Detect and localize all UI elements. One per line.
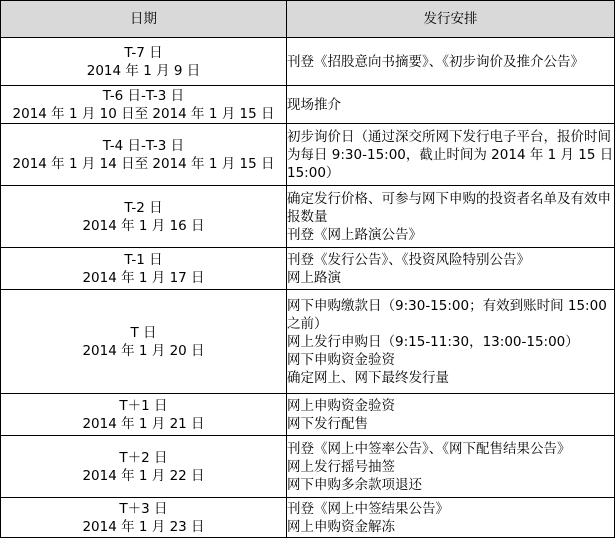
day-label: T-7 日	[124, 44, 163, 61]
arrangement-item: 网上发行申购日（9:15-11:30，13:00-15:00）	[287, 333, 579, 350]
table-row	[1, 38, 615, 86]
arrangement-item: 网上申购资金解冻	[287, 518, 395, 535]
arrangement-cell	[287, 436, 615, 498]
date-label: 2014 年 1 月 17 日	[82, 269, 205, 286]
date-label: 2014 年 1 月 20 日	[82, 342, 205, 359]
arrangement-cell	[287, 124, 615, 186]
date-cell	[1, 248, 287, 290]
arrangement-item: 刊登《发行公告》、《投资风险特别公告》	[287, 251, 530, 268]
table-row	[1, 394, 615, 436]
arrangement-cell	[287, 186, 615, 248]
arrangement-item: 网上发行摇号抽签	[287, 458, 395, 475]
date-label: 2014 年 1 月 16 日	[82, 217, 205, 234]
arrangement-item: 现场推介	[287, 96, 341, 113]
header-date: 日期	[1, 1, 287, 38]
day-label: T＋3 日	[119, 500, 168, 517]
date-cell	[1, 86, 287, 124]
date-label: 2014 年 1 月 10 日至 2014 年 1 月 15 日	[12, 105, 275, 122]
arrangement-item: 网上申购资金验资	[287, 397, 395, 414]
arrangement-cell	[287, 248, 615, 290]
date-label: 2014 年 1 月 9 日	[86, 62, 201, 79]
table-row	[1, 436, 615, 498]
date-label: 2014 年 1 月 21 日	[82, 415, 205, 432]
arrangement-item: 刊登《网上路演公告》	[287, 226, 422, 243]
arrangement-cell	[287, 498, 615, 538]
arrangement-item: 网下申购多余款项退还	[287, 476, 422, 493]
date-cell	[1, 436, 287, 498]
arrangement-item: 初步询价日（通过深交所网下发行电子平台，报价时间为每日 9:30-15:00，截止时间为 2014 年 1 月 15 日 15:00）	[287, 128, 614, 181]
arrangement-item: 刊登《网上中签率公告》、《网下配售结果公告》	[287, 440, 571, 457]
day-label: T＋1 日	[119, 397, 168, 414]
arrangement-item: 确定网上、网下最终发行量	[287, 369, 449, 386]
arrangement-cell	[287, 290, 615, 394]
date-cell	[1, 38, 287, 86]
arrangement-cell	[287, 38, 615, 86]
header-row	[1, 1, 615, 38]
arrangement-item: 网下申购缴款日（9:30-15:00；有效到账时间 15:00 之前）	[287, 297, 607, 332]
arrangement-item: 确定发行价格、可参与网下申购的投资者名单及有效申报数量	[287, 190, 611, 225]
date-label: 2014 年 1 月 22 日	[82, 467, 205, 484]
arrangement-item: 网下发行配售	[287, 415, 368, 432]
header-arrangement: 发行安排	[287, 1, 615, 38]
date-cell	[1, 124, 287, 186]
arrangement-cell	[287, 394, 615, 436]
day-label: T-4 日-T-3 日	[102, 137, 185, 154]
date-cell	[1, 290, 287, 394]
arrangement-cell	[287, 86, 615, 124]
arrangement-item: 网下申购资金验资	[287, 351, 395, 368]
date-cell	[1, 186, 287, 248]
date-label: 2014 年 1 月 14 日至 2014 年 1 月 15 日	[12, 155, 275, 172]
date-cell	[1, 498, 287, 538]
arrangement-item: 刊登《网上中签结果公告》	[287, 500, 449, 517]
table-row	[1, 186, 615, 248]
date-label: 2014 年 1 月 23 日	[82, 518, 205, 535]
day-label: T-2 日	[124, 199, 163, 216]
day-label: T＋2 日	[119, 449, 168, 466]
table-row	[1, 86, 615, 124]
arrangement-item: 刊登《招股意向书摘要》、《初步询价及推介公告》	[287, 53, 584, 70]
table-row	[1, 124, 615, 186]
table-row	[1, 290, 615, 394]
table-row	[1, 248, 615, 290]
table-row	[1, 498, 615, 538]
date-cell	[1, 394, 287, 436]
day-label: T-1 日	[124, 251, 163, 268]
arrangement-item: 网上路演	[287, 269, 341, 286]
day-label: T-6 日-T-3 日	[102, 87, 185, 104]
day-label: T 日	[130, 324, 157, 341]
